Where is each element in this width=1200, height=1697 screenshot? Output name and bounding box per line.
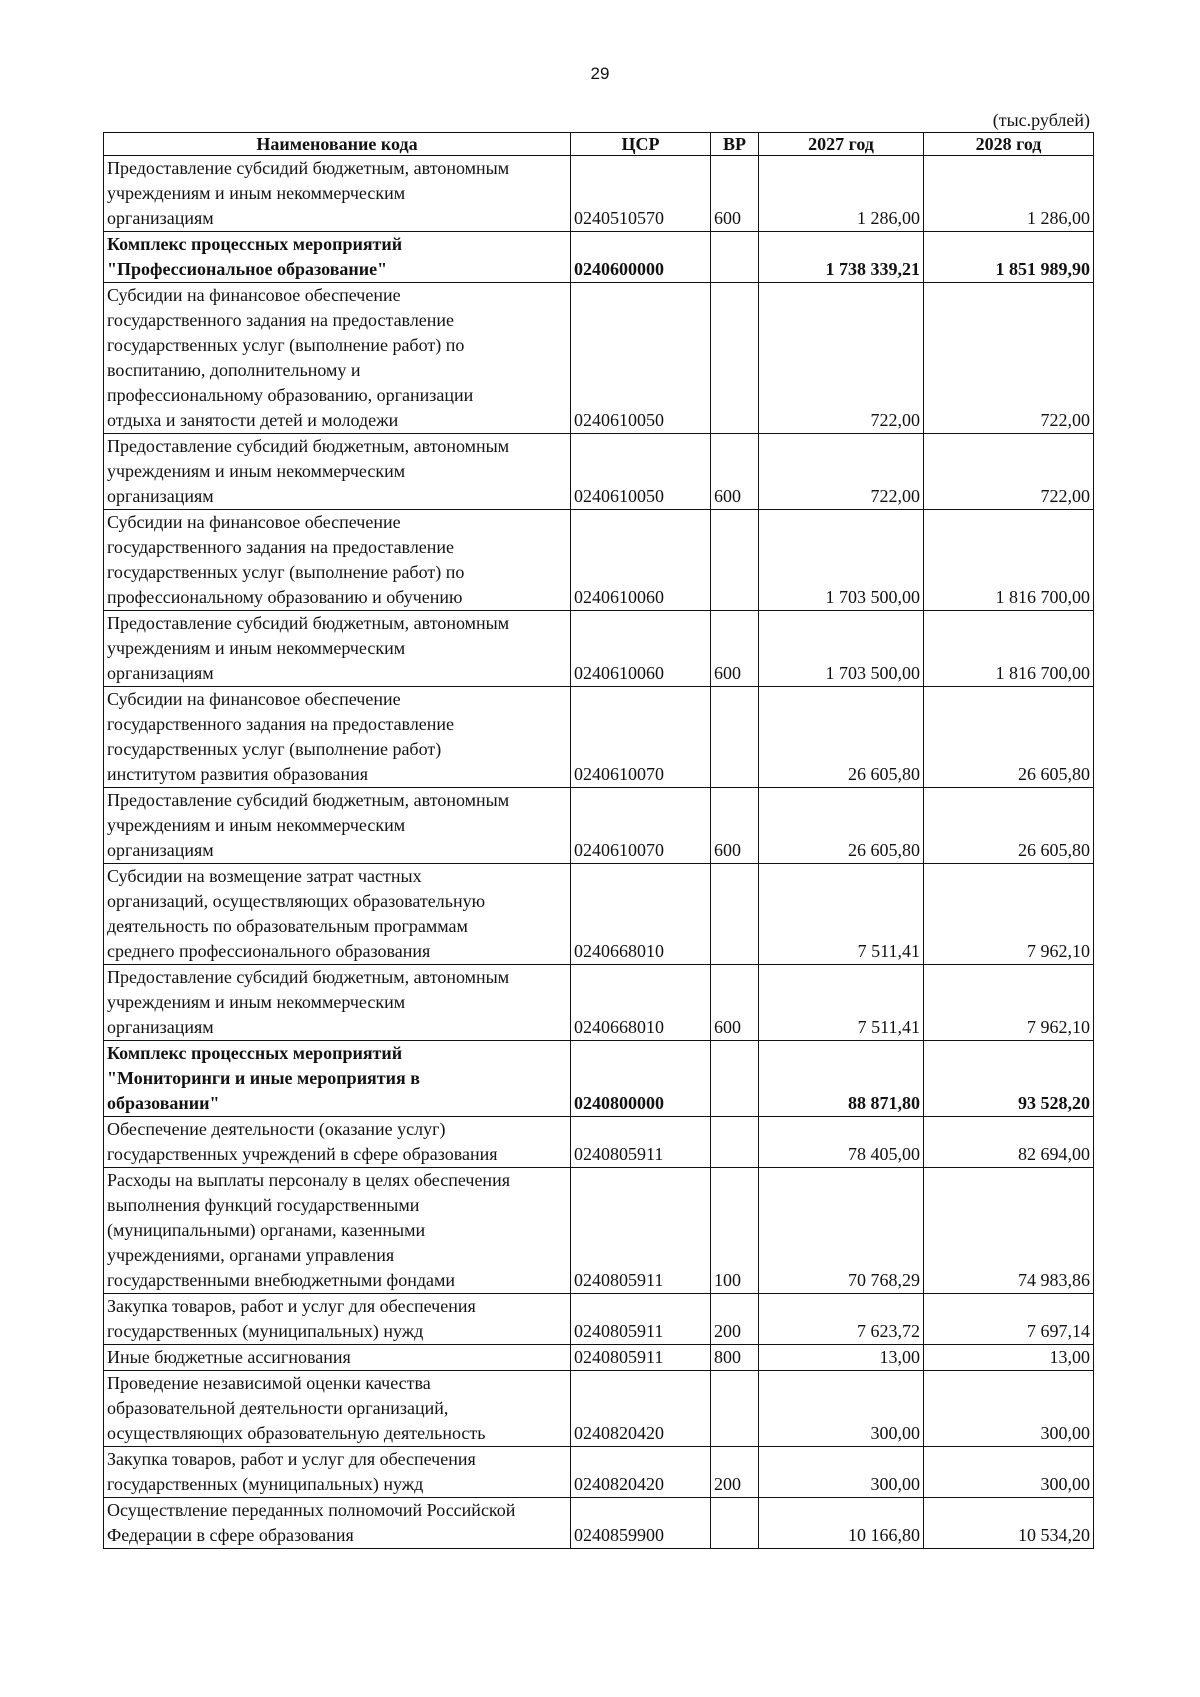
- table-row: [104, 788, 1094, 864]
- row-2028: 722,00: [924, 283, 1094, 434]
- row-csr: 0240805911: [571, 1117, 711, 1168]
- row-vr: 600: [711, 434, 759, 510]
- table-row: [104, 611, 1094, 687]
- row-vr: [711, 1117, 759, 1168]
- row-2027: 26 605,80: [759, 687, 924, 788]
- row-2028: 26 605,80: [924, 788, 1094, 864]
- row-2027: 88 871,80: [759, 1041, 924, 1117]
- row-csr: 0240610070: [571, 788, 711, 864]
- table-row: [104, 156, 1094, 232]
- row-name: Иные бюджетные ассигнования: [104, 1345, 571, 1371]
- row-csr: 0240820420: [571, 1371, 711, 1447]
- row-name: Предоставление субсидий бюджетным, автономным учреждениям и иным некоммерческим организациям: [104, 788, 571, 864]
- row-csr: 0240610070: [571, 687, 711, 788]
- row-2027: 7 511,41: [759, 864, 924, 965]
- row-name: Закупка товаров, работ и услуг для обеспечения государственных (муниципальных) нужд: [104, 1447, 571, 1498]
- row-vr: [711, 687, 759, 788]
- row-vr: 200: [711, 1447, 759, 1498]
- row-csr: 0240805911: [571, 1168, 711, 1294]
- row-name: Обеспечение деятельности (оказание услуг) государственных учреждений в сфере образования: [104, 1117, 571, 1168]
- row-name: Осуществление переданных полномочий Российской Федерации в сфере образования: [104, 1498, 571, 1549]
- row-csr: 0240610050: [571, 434, 711, 510]
- row-vr: 600: [711, 788, 759, 864]
- row-2027: 300,00: [759, 1371, 924, 1447]
- row-csr: 0240610050: [571, 283, 711, 434]
- row-vr: [711, 864, 759, 965]
- table-row: [104, 864, 1094, 965]
- row-csr: 0240820420: [571, 1447, 711, 1498]
- row-2028: 7 962,10: [924, 965, 1094, 1041]
- table-row-section: [104, 1041, 1094, 1117]
- row-2028: 300,00: [924, 1447, 1094, 1498]
- row-2027: 1 703 500,00: [759, 510, 924, 611]
- row-csr: 0240668010: [571, 864, 711, 965]
- row-name: Субсидии на финансовое обеспечение государственного задания на предоставление государственных услуг (выполнение работ) институтом развития образования: [104, 687, 571, 788]
- row-csr: 0240610060: [571, 510, 711, 611]
- table-row: [104, 283, 1094, 434]
- row-2028: 1 816 700,00: [924, 611, 1094, 687]
- table-row: [104, 434, 1094, 510]
- row-name: Закупка товаров, работ и услуг для обеспечения государственных (муниципальных) нужд: [104, 1294, 571, 1345]
- table-row: [104, 1168, 1094, 1294]
- row-2028: 7 962,10: [924, 864, 1094, 965]
- row-csr: 0240610060: [571, 611, 711, 687]
- row-name: Субсидии на финансовое обеспечение государственного задания на предоставление государственных услуг (выполнение работ) по профессиональному образованию и обучению: [104, 510, 571, 611]
- table-row: [104, 965, 1094, 1041]
- row-2028: 13,00: [924, 1345, 1094, 1371]
- row-vr: 800: [711, 1345, 759, 1371]
- table-row-section: [104, 232, 1094, 283]
- table-row: [104, 1371, 1094, 1447]
- row-csr: 0240859900: [571, 1498, 711, 1549]
- row-csr: 0240805911: [571, 1294, 711, 1345]
- row-2027: 1 286,00: [759, 156, 924, 232]
- row-2027: 26 605,80: [759, 788, 924, 864]
- row-csr: 0240800000: [571, 1041, 711, 1117]
- row-2027: 1 738 339,21: [759, 232, 924, 283]
- row-vr: [711, 1498, 759, 1549]
- row-vr: 600: [711, 611, 759, 687]
- row-name: Субсидии на возмещение затрат частных организаций, осуществляющих образовательную деятельность по образовательным программам среднего профессионального образования: [104, 864, 571, 965]
- budget-table: [103, 132, 1094, 1549]
- row-2027: 722,00: [759, 434, 924, 510]
- row-vr: 600: [711, 156, 759, 232]
- row-name: Субсидии на финансовое обеспечение государственного задания на предоставление государственных услуг (выполнение работ) по воспитанию, дополнительному и профессиональному образованию, организации отдыха и занятости детей и молодежи: [104, 283, 571, 434]
- header-vr: ВР: [711, 133, 759, 156]
- row-vr: 600: [711, 965, 759, 1041]
- table-row: [104, 1345, 1094, 1371]
- table-row: [104, 510, 1094, 611]
- row-vr: 200: [711, 1294, 759, 1345]
- row-2028: 26 605,80: [924, 687, 1094, 788]
- row-csr: 0240600000: [571, 232, 711, 283]
- row-vr: [711, 1371, 759, 1447]
- row-2028: 1 286,00: [924, 156, 1094, 232]
- row-name: Комплекс процессных мероприятий "Профессиональное образование": [104, 232, 571, 283]
- row-name: Предоставление субсидий бюджетным, автономным учреждениям и иным некоммерческим организациям: [104, 434, 571, 510]
- row-csr: 0240668010: [571, 965, 711, 1041]
- header-2028: 2028 год: [924, 133, 1094, 156]
- units-label: (тыс.рублей): [992, 110, 1090, 130]
- row-2027: 70 768,29: [759, 1168, 924, 1294]
- row-vr: [711, 283, 759, 434]
- row-2028: 82 694,00: [924, 1117, 1094, 1168]
- row-2028: 722,00: [924, 434, 1094, 510]
- header-name: Наименование кода: [104, 133, 571, 156]
- row-2028: 300,00: [924, 1371, 1094, 1447]
- row-name: Предоставление субсидий бюджетным, автономным учреждениям и иным некоммерческим организациям: [104, 156, 571, 232]
- table-row: [104, 1447, 1094, 1498]
- table-header-row: [104, 133, 1094, 156]
- row-2027: 7 623,72: [759, 1294, 924, 1345]
- row-2028: 74 983,86: [924, 1168, 1094, 1294]
- row-2028: 93 528,20: [924, 1041, 1094, 1117]
- row-vr: [711, 1041, 759, 1117]
- header-csr: ЦСР: [571, 133, 711, 156]
- row-name: Проведение независимой оценки качества образовательной деятельности организаций, осуществляющих образовательную деятельность: [104, 1371, 571, 1447]
- row-name: Комплекс процессных мероприятий "Мониторинги и иные мероприятия в образовании": [104, 1041, 571, 1117]
- row-vr: [711, 510, 759, 611]
- table-row: [104, 687, 1094, 788]
- row-2027: 1 703 500,00: [759, 611, 924, 687]
- table-row: [104, 1498, 1094, 1549]
- row-name: Расходы на выплаты персоналу в целях обеспечения выполнения функций государственными (муниципальными) органами, казенными учреждениями, органами управления государственными внебюджетными фондами: [104, 1168, 571, 1294]
- row-2027: 10 166,80: [759, 1498, 924, 1549]
- row-2027: 722,00: [759, 283, 924, 434]
- row-2028: 1 816 700,00: [924, 510, 1094, 611]
- row-2028: 7 697,14: [924, 1294, 1094, 1345]
- row-2027: 13,00: [759, 1345, 924, 1371]
- header-2027: 2027 год: [759, 133, 924, 156]
- row-2028: 1 851 989,90: [924, 232, 1094, 283]
- row-vr: [711, 232, 759, 283]
- row-2027: 7 511,41: [759, 965, 924, 1041]
- row-vr: 100: [711, 1168, 759, 1294]
- table-row: [104, 1117, 1094, 1168]
- row-csr: 0240510570: [571, 156, 711, 232]
- row-2027: 78 405,00: [759, 1117, 924, 1168]
- row-2028: 10 534,20: [924, 1498, 1094, 1549]
- row-2027: 300,00: [759, 1447, 924, 1498]
- row-name: Предоставление субсидий бюджетным, автономным учреждениям и иным некоммерческим организациям: [104, 965, 571, 1041]
- row-name: Предоставление субсидий бюджетным, автономным учреждениям и иным некоммерческим организациям: [104, 611, 571, 687]
- table-row: [104, 1294, 1094, 1345]
- row-csr: 0240805911: [571, 1345, 711, 1371]
- page-number: 29: [590, 64, 610, 83]
